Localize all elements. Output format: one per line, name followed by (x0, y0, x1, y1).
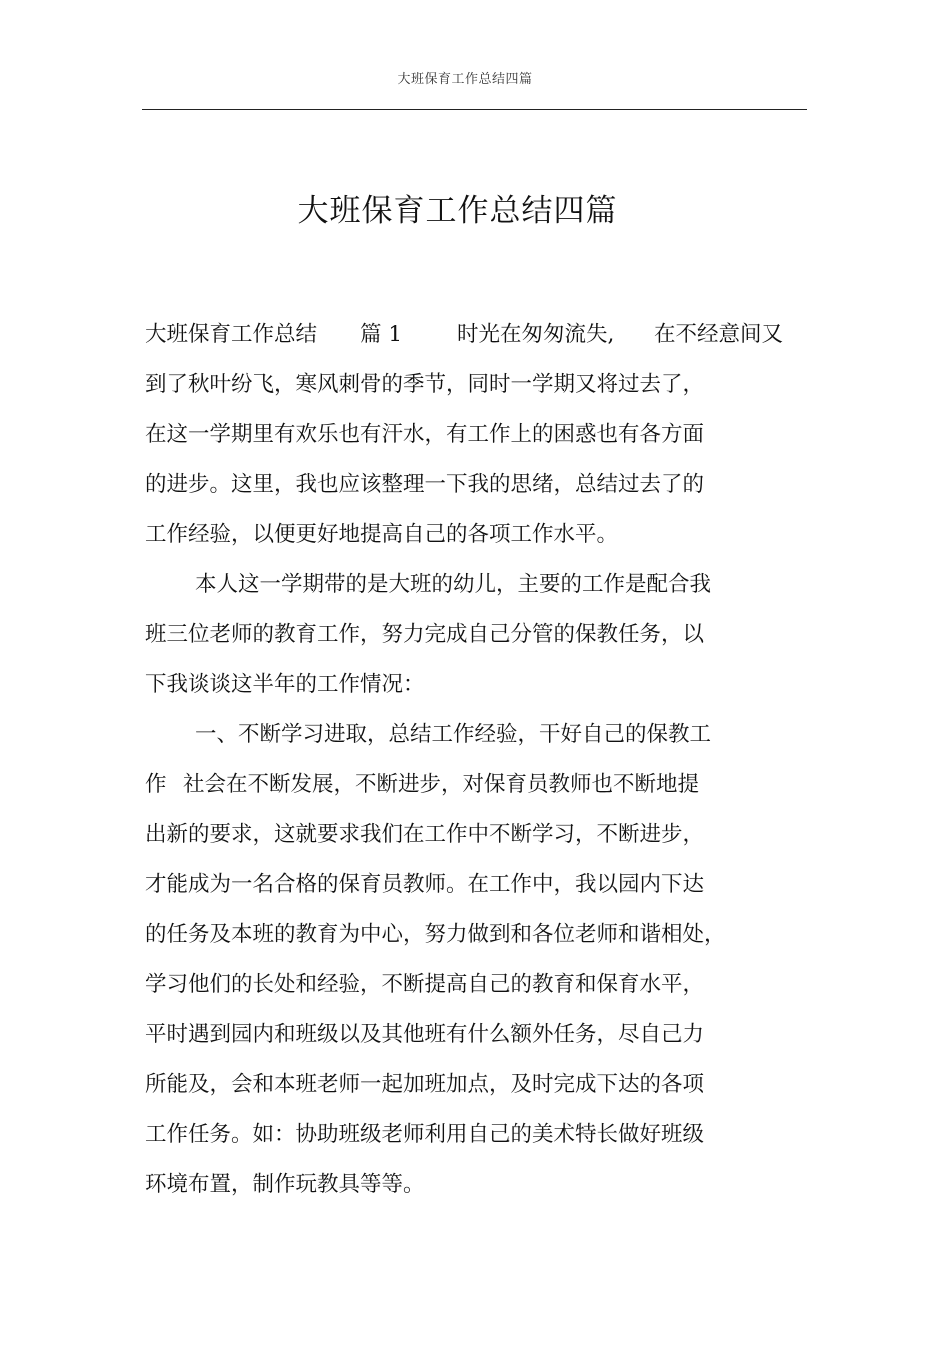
text-segment: 环境布置，制作玩教具等等。 (145, 1172, 425, 1197)
text-line (145, 1110, 805, 1160)
text-segment: 班三位老师的教育工作，努力完成自己分管的保教任务，以 (145, 622, 705, 647)
text-segment: 一、不断学习进取，总结工作经验，干好自己的保教工 (195, 722, 712, 747)
text-line (145, 610, 805, 660)
text-segment: 作 (145, 772, 167, 797)
text-segment: 下我谈谈这半年的工作情况： (145, 672, 425, 697)
text-line (145, 1160, 805, 1210)
text-line (145, 910, 805, 960)
text-segment: 在这一学期里有欢乐也有汗水，有工作上的困惑也有各方面 (145, 422, 705, 447)
text-segment: 到了秋叶纷飞，寒风刺骨的季节，同时一学期又将过去了， (145, 372, 705, 397)
text-segment: 篇 1 (360, 322, 403, 347)
text-line (145, 760, 805, 810)
text-segment: 工作经验，以便更好地提高自己的各项工作水平。 (145, 522, 619, 547)
text-segment: 时光在匆匆流失, (457, 322, 615, 347)
text-line (145, 810, 805, 860)
text-segment: 在不经意间又 (654, 322, 784, 347)
text-line (145, 1010, 805, 1060)
text-line (145, 960, 805, 1010)
text-line (145, 410, 805, 460)
text-segment: 工作任务。如：协助班级老师利用自己的美术特长做好班级 (145, 1122, 705, 1147)
text-line (145, 360, 805, 410)
text-line (145, 510, 805, 560)
text-segment: 本人这一学期带的是大班的幼儿，主要的工作是配合我 (195, 572, 712, 597)
text-segment: 的进步。这里，我也应该整理一下我的思绪，总结过去了的 (145, 472, 705, 497)
text-line (145, 860, 805, 910)
document-body (145, 310, 805, 1210)
text-segment: 所能及，会和本班老师一起加班加点，及时完成下达的各项 (145, 1072, 705, 1097)
text-segment: 大班保育工作总结 (145, 322, 318, 347)
text-line (145, 460, 805, 510)
text-segment: 平时遇到园内和班级以及其他班有什么额外任务，尽自己力 (145, 1022, 705, 1047)
document-title: 大班保育工作总结四篇 (297, 193, 618, 229)
header-divider (142, 109, 807, 110)
text-segment: 的任务及本班的教育为中心，努力做到和各位老师和谐相处， (145, 922, 726, 947)
text-segment: 才能成为一名合格的保育员教师。在工作中，我以园内下达 (145, 872, 705, 897)
text-line (145, 560, 805, 610)
text-segment: 学习他们的长处和经验，不断提高自己的教育和保育水平， (145, 972, 705, 997)
text-line (145, 1060, 805, 1110)
text-line (145, 710, 805, 760)
text-segment: 社会在不断发展，不断进步，对保育员教师也不断地提 (183, 772, 700, 797)
text-line (145, 310, 805, 360)
running-header: 大班保育工作总结四篇 (397, 72, 533, 87)
text-line (145, 660, 805, 710)
text-segment: 出新的要求，这就要求我们在工作中不断学习，不断进步， (145, 822, 705, 847)
